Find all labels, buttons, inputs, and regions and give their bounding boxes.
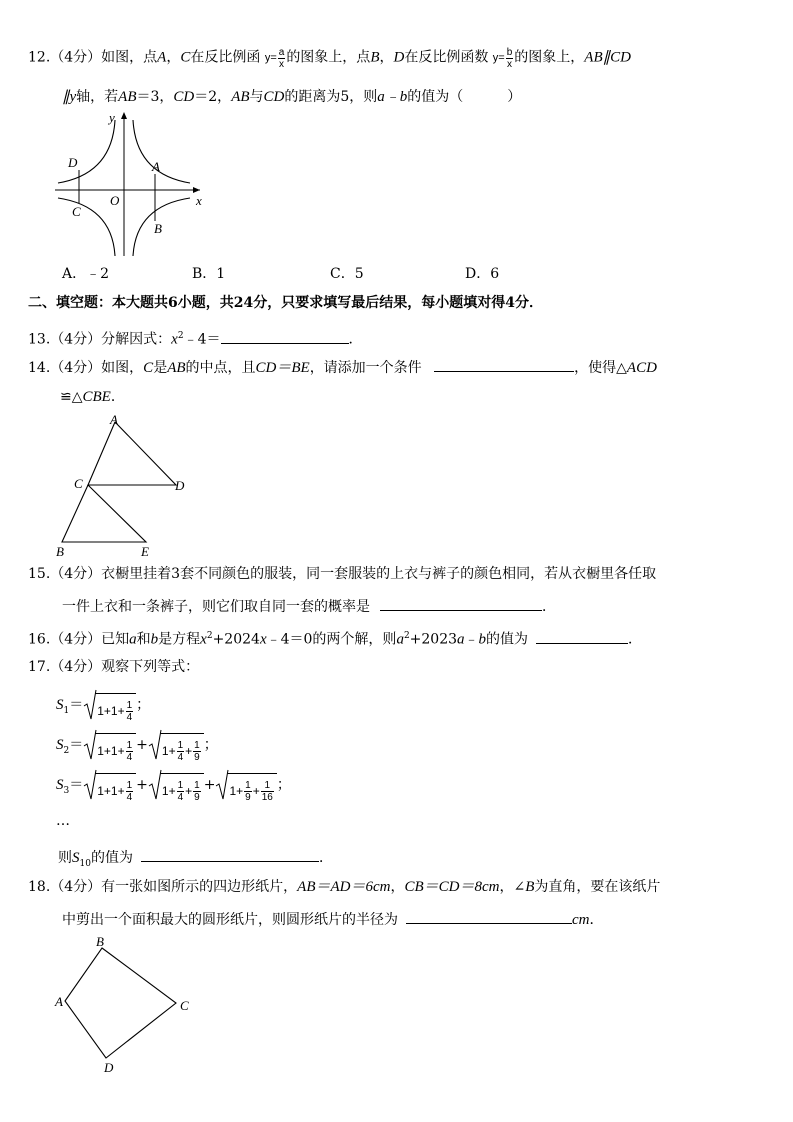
frac	[193, 780, 201, 803]
fig-label-B: B	[56, 544, 64, 559]
term: +	[252, 784, 260, 798]
answer-blank[interactable]	[380, 596, 542, 611]
answer-blank[interactable]	[536, 629, 628, 644]
frac-den: 16	[261, 792, 273, 804]
q16-text: 是方程	[158, 631, 201, 648]
q18-unit: cm	[482, 879, 500, 895]
sqrt-term	[148, 728, 204, 762]
frac-num: a	[278, 47, 285, 58]
graph-label-D: D	[68, 155, 78, 170]
q14-var: CD＝BE	[255, 360, 310, 376]
q16-text: 和	[136, 631, 151, 648]
q14-var: CBE	[82, 389, 111, 405]
sqrt-content	[95, 773, 136, 808]
sqrt-term	[215, 768, 276, 802]
q16-text: +2024	[212, 631, 260, 648]
frac-den: 4	[126, 752, 133, 764]
graph-label-O: O	[110, 193, 120, 208]
q14-text: ，使得△	[574, 360, 627, 376]
q12-var: A	[157, 49, 167, 66]
q14-line1	[28, 357, 657, 377]
q12-var: y	[69, 89, 77, 105]
s-sub: 3	[63, 785, 70, 796]
q12-var: AB∥CD	[584, 49, 631, 66]
answer-blank[interactable]	[406, 909, 572, 924]
q14-text: ，请添加一个条件	[309, 360, 422, 376]
q13-exp: 2	[177, 331, 184, 341]
q16-var: x	[259, 631, 267, 648]
q16-exp: 2	[403, 631, 410, 641]
q12-var: C	[180, 49, 191, 66]
q16-text: ．	[628, 631, 643, 648]
q14-text: 的中点，且	[185, 360, 256, 376]
q12-option-d[interactable]: D．6	[465, 266, 500, 282]
frac-num: 1	[245, 780, 251, 792]
s-var: S	[56, 737, 64, 753]
q12-line2	[62, 88, 521, 106]
s-semi: ；	[136, 697, 151, 713]
frac	[193, 740, 201, 763]
q12-option-b[interactable]: B．1	[192, 266, 226, 282]
q16-var: a	[129, 631, 137, 648]
term: 1+	[161, 784, 176, 798]
q18-var: B	[525, 879, 535, 895]
fig-label-A: A	[55, 994, 63, 1009]
q18-text: 为直角，要在该纸片	[534, 879, 661, 895]
q12-fraction-b	[492, 47, 515, 70]
s-plus: +	[203, 777, 216, 793]
q12-text: 的值为（	[407, 89, 464, 105]
q12-text: 的图象上，	[514, 49, 585, 66]
frac-num: 1	[126, 780, 133, 792]
s-var: S	[56, 777, 64, 793]
q12-option-a[interactable]: A．﹣2	[62, 266, 110, 282]
q18-text: ，	[390, 879, 405, 895]
q12-var: CD	[263, 89, 285, 105]
q14-text: ．	[110, 389, 125, 405]
q16-exp: 2	[206, 631, 213, 641]
q17-sub: 10	[79, 858, 91, 869]
fig-label-D: D	[104, 1060, 114, 1075]
q14-text: 是	[153, 360, 168, 376]
answer-blank[interactable]	[434, 357, 574, 372]
q16-var: b	[150, 631, 159, 648]
q15-text: ．	[542, 599, 556, 615]
q13-line	[28, 327, 363, 349]
s-sub: 2	[63, 745, 70, 756]
term: 1+	[161, 744, 176, 758]
q17-s3	[56, 768, 291, 804]
fig-label-C: C	[180, 998, 189, 1013]
term: 1+	[229, 784, 244, 798]
fig-label-C: C	[74, 476, 83, 491]
q17-dots: …	[56, 813, 70, 829]
fig-label-B: B	[96, 934, 104, 949]
frac-den: 4	[126, 712, 133, 724]
q12-line1	[28, 47, 631, 70]
q17-s1	[56, 688, 150, 724]
q17-s2	[56, 728, 218, 764]
q12-var: AB	[231, 89, 250, 105]
q15-text: 一件上衣和一条裤子，则它们取自同一套的概率是	[62, 599, 370, 615]
q18-text: 中剪出一个面积最大的圆形纸片，则圆形纸片的半径为	[62, 912, 398, 928]
s-plus: +	[136, 777, 148, 793]
q15-line1: 15.（4分）衣橱里挂着3套不同颜色的服装，同一套服装的上衣与裤子的颜色相同，若从衣橱里各任取	[28, 566, 657, 582]
sqrt-content	[160, 733, 204, 768]
frac-den: x	[279, 59, 285, 70]
q12-var: D	[393, 49, 405, 66]
q12-text: 在反比例函	[190, 49, 261, 66]
fig-label-E: E	[141, 544, 149, 559]
q18-text: 18.（4分）有一张如图所示的四边形纸片，	[28, 879, 298, 895]
sqrt-term	[83, 768, 136, 802]
q17-text: 的值为	[90, 850, 133, 866]
frac	[126, 700, 134, 723]
q12-frac	[506, 47, 514, 70]
q18-unit: cm	[373, 879, 391, 895]
q16-var: x	[200, 631, 207, 648]
q16-text: +2023	[409, 631, 458, 648]
q18-line1	[28, 878, 660, 896]
q15-line2	[62, 596, 556, 616]
q18-var: AB＝AD＝6	[297, 879, 373, 895]
frac-den: 9	[194, 792, 200, 804]
q17-text: ．	[318, 850, 333, 866]
s-plus: +	[136, 737, 148, 753]
frac	[126, 740, 134, 763]
q14-var: ACD	[626, 360, 657, 376]
term: +	[185, 744, 193, 758]
q18-text: ．	[589, 912, 604, 928]
frac-den: 9	[245, 792, 251, 804]
frac-num: 1	[194, 740, 200, 752]
frac	[261, 780, 274, 803]
q12-text: 12.（4分）如图，点	[28, 49, 158, 66]
q12-text: 与	[249, 89, 264, 105]
s-eq: ＝	[69, 737, 84, 753]
graph-label-y: y	[109, 110, 115, 125]
q18-var: CB＝CD＝8	[404, 879, 483, 895]
frac-num: 1	[126, 740, 133, 752]
q12-fraction-a	[264, 47, 287, 70]
q13-text: ．	[348, 331, 363, 348]
s-eq: ＝	[69, 697, 84, 713]
s-semi: ；	[276, 777, 291, 793]
s-semi: ；	[203, 737, 218, 753]
q18-line2	[62, 909, 604, 929]
graph-label-x: x	[196, 193, 202, 208]
term: 1+1+	[97, 704, 125, 718]
sqrt-term	[148, 768, 204, 802]
q12-text: ＝2，	[194, 89, 232, 105]
answer-blank[interactable]	[141, 847, 319, 862]
frac-num: 1	[194, 780, 200, 792]
q16-text: ﹣4＝0的两个解，则	[266, 631, 397, 648]
q16-var: b	[478, 631, 487, 648]
section-heading: 二、填空题：本大题共6小题，共24分，只要求填写最后结果，每小题填对得4分．	[28, 295, 543, 311]
q16-var: a	[457, 631, 465, 648]
frac-den: x	[507, 59, 512, 70]
q12-text: ∥	[62, 89, 70, 105]
q12-var: AB	[118, 89, 137, 105]
term: +	[185, 784, 193, 798]
q16-text: 的值为	[486, 631, 529, 648]
frac-num: 1	[177, 740, 184, 752]
frac-num: b	[506, 47, 513, 58]
answer-blank[interactable]	[221, 329, 349, 344]
graph-label-B: B	[154, 221, 162, 236]
frac-den: 4	[177, 752, 184, 764]
frac-num: 1	[177, 780, 184, 792]
frac	[177, 780, 185, 803]
q18-text: ，∠	[499, 879, 526, 895]
frac-den: 4	[126, 792, 133, 804]
q13-text: ﹣4＝	[183, 331, 221, 348]
fig-label-A: A	[110, 412, 118, 427]
q17-var: S	[72, 850, 80, 866]
sqrt-term	[83, 688, 136, 722]
frac	[244, 780, 252, 803]
q12-graph	[50, 108, 210, 258]
sqrt-content	[160, 773, 204, 808]
sqrt-content	[227, 773, 276, 808]
q16-text: 16.（4分）已知	[28, 631, 130, 648]
q17-label: 17.（4分）观察下列等式：	[28, 659, 200, 675]
q14-var: AB	[167, 360, 186, 376]
q12-frac-y: y=	[264, 52, 277, 65]
sqrt-term	[83, 728, 136, 762]
q12-frac	[278, 47, 286, 70]
q12-text: 的距离为5，则	[284, 89, 378, 105]
q12-text: ）	[507, 89, 522, 105]
frac	[177, 740, 185, 763]
q12-var: B	[370, 49, 380, 66]
q12-text: ＝3，	[136, 89, 174, 105]
q12-text: 轴，若	[76, 89, 119, 105]
q14-text: ≌△	[60, 389, 83, 405]
q17-text: 则	[58, 850, 72, 866]
sqrt-content	[95, 693, 136, 728]
q16-text: ﹣	[464, 631, 479, 648]
frac-num: 1	[126, 700, 133, 712]
q14-var: C	[143, 360, 154, 376]
q14-text: 14.（4分）如图，	[28, 360, 144, 376]
q17-ask	[58, 847, 333, 873]
q12-var: a﹣b	[377, 89, 408, 105]
frac-den: 9	[194, 752, 200, 764]
q13-var: x	[171, 331, 178, 348]
q18-figure	[50, 933, 210, 1078]
q13-text: 13.（4分）分解因式：	[28, 331, 172, 348]
frac	[126, 780, 134, 803]
term: 1+1+	[97, 784, 125, 798]
graph-label-C: C	[72, 204, 81, 219]
q12-text: 在反比例函数	[404, 49, 489, 66]
s-sub: 1	[63, 705, 70, 716]
q12-text: 的图象上，点	[286, 49, 371, 66]
q12-var: CD	[173, 89, 195, 105]
q14-figure	[48, 410, 208, 560]
sqrt-content	[95, 733, 136, 768]
q16-line	[28, 627, 642, 649]
q18-unit: cm	[572, 912, 590, 928]
fig-label-D: D	[175, 478, 185, 493]
q12-text: ，	[379, 49, 394, 66]
frac-den: 4	[177, 792, 184, 804]
q16-var: a	[396, 631, 404, 648]
s-eq: ＝	[69, 777, 84, 793]
term: 1+1+	[97, 744, 125, 758]
q12-text: ，	[166, 49, 181, 66]
q14-line2	[60, 388, 125, 406]
q12-frac-y: y=	[492, 52, 505, 65]
q12-option-c[interactable]: C．5	[330, 266, 364, 282]
s-var: S	[56, 697, 64, 713]
frac-num: 1	[261, 780, 274, 792]
graph-label-A: A	[152, 159, 160, 174]
